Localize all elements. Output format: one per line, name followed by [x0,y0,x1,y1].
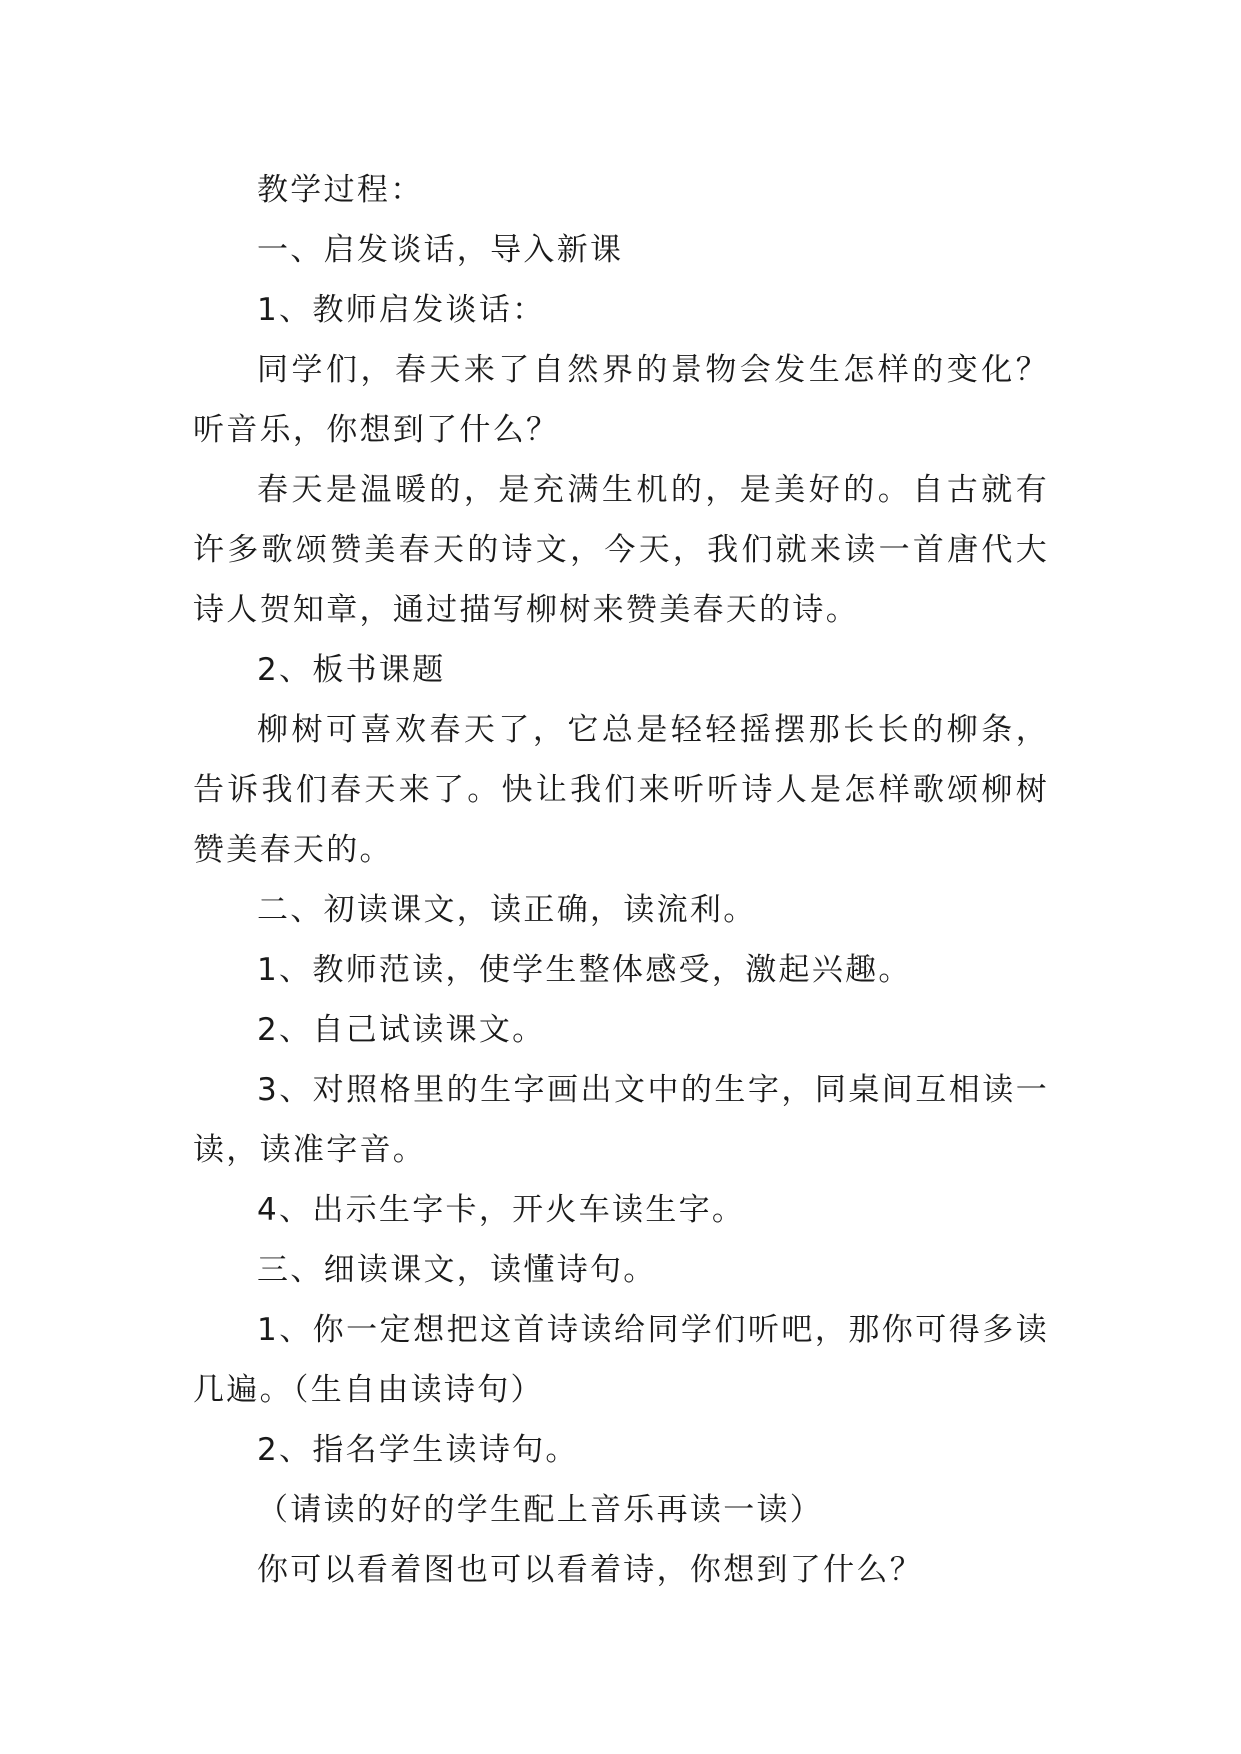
paragraph-step-2-4: 4、出示生字卡，开火车读生字。 [257,1192,746,1228]
paragraph-question-spring: 同学们，春天来了自然界的景物会发生怎样的变化？听音乐，你想到了什么？ [193,352,1049,448]
document-body [193,160,1049,1600]
paragraph-spring-intro: 春天是温暖的，是充满生机的，是美好的。自古就有许多歌颂赞美春天的诗文，今天，我们就来读一首唐代大诗人贺知章，通过描写柳树来赞美春天的诗。 [193,472,1049,628]
paragraph-step-2-1: 1、教师范读，使学生整体感受，激起兴趣。 [257,952,912,988]
paragraph-teaching-process-heading: 教学过程： [257,172,424,208]
paragraph-step-1-1: 1、教师启发谈话： [257,292,546,328]
paragraph-step-2-3: 3、对照格里的生字画出文中的生字，同桌间互相读一读，读准字音。 [193,1072,1049,1168]
paragraph-music-note: （请读的好的学生配上音乐再读一读） [257,1492,824,1528]
paragraph-step-2-2: 2、自己试读课文。 [257,1012,546,1048]
paragraph-section-3-heading: 三、细读课文，读懂诗句。 [257,1252,657,1288]
paragraph-section-1-heading: 一、启发谈话，导入新课 [257,232,624,268]
paragraph-final-question: 你可以看着图也可以看着诗，你想到了什么？ [257,1552,923,1588]
paragraph-willow-intro: 柳树可喜欢春天了，它总是轻轻摇摆那长长的柳条，告诉我们春天来了。快让我们来听听诗人是怎样歌颂柳树赞美春天的。 [193,712,1049,868]
paragraph-step-3-2: 2、指名学生读诗句。 [257,1432,579,1468]
paragraph-step-3-1: 1、你一定想把这首诗读给同学们听吧，那你可得多读几遍。（生自由读诗句） [193,1312,1049,1408]
paragraph-section-2-heading: 二、初读课文，读正确，读流利。 [257,892,757,928]
paragraph-step-1-2: 2、板书课题 [257,652,446,688]
